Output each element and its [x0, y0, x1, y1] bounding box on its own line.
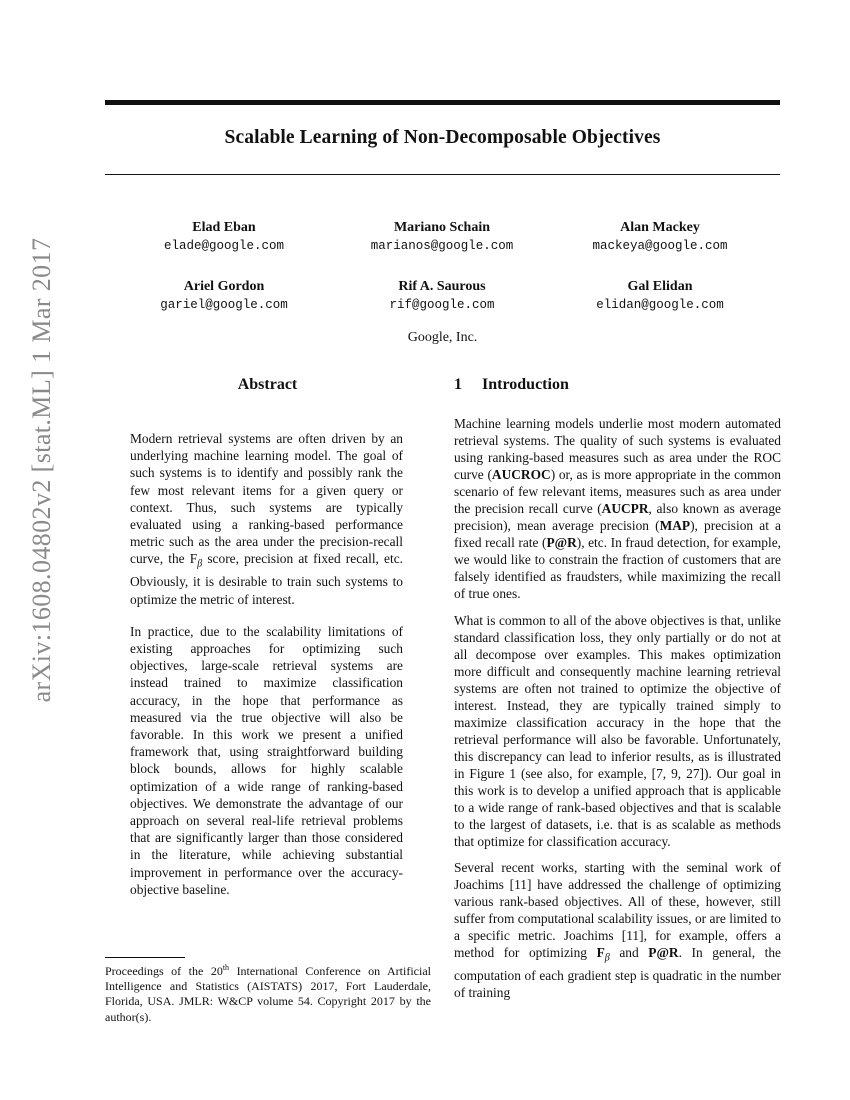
- author-name: Alan Mackey: [620, 220, 700, 235]
- author-block: [540, 219, 780, 255]
- intro-paragraph: What is common to all of the above objectives is that, unlike standard classification loss, they only partially or do not at all decompose over examples. This makes optimization more difficult and consequently machine learning retrieval systems are often not trained to optimize the objective of interest. Instead, they are typically trained simply to maximize classification accuracy in the hope that the retrieval performance will also be favorable. Unfortunately, this discrepancy can lead to inferior results, as is illustrated in Figure 1 (see also, for example, [7, 9, 27]). Our goal in this work is to develop a unified approach that is applicable to a wide range of rank-based objectives and that is scalable to the largest of datasets, i.e. that is as scalable as methods that optimize for classification accuracy.: [454, 612, 781, 850]
- author-email: mackeya@google.com: [592, 239, 728, 253]
- section-title: Introduction: [482, 376, 569, 393]
- paper-title: Scalable Learning of Non-Decomposable Objectives: [224, 127, 661, 148]
- author-name: Gal Elidan: [627, 279, 693, 294]
- intro-paragraph: Several recent works, starting with the seminal work of Joachims [11] have addressed the challenge of optimizing various rank-based objectives. All of these, however, still suffer from computational scalability issues, or are limited to a specific metric. Joachims [11], for example, offers a method for optimizing $F_\beta$ and P@R. In general, the computation of each gradient step is quadratic in the number of training: [454, 860, 782, 1001]
- author-name: Elad Eban: [192, 220, 256, 235]
- author-email: gariel@google.com: [160, 298, 288, 312]
- abstract-body: [130, 430, 403, 913]
- author-block: [104, 219, 344, 255]
- introduction-body: [454, 415, 781, 1010]
- footnote: Proceedings of the 20th International Conference on Artificial Intelligence and Statistics (AISTATS) 2017, Fort Lauderdale, Florida, USA. JMLR: W&CP volume 54. Copyright 2017 by the author(s).: [105, 963, 431, 1024]
- author-name: Rif A. Saurous: [398, 279, 486, 294]
- abstract-heading: Abstract: [237, 376, 298, 393]
- footnote-rule: [105, 957, 185, 958]
- author-block: [540, 278, 780, 314]
- arxiv-id: arXiv:1608.04802v2 [stat.ML] 1 Mar 2017: [27, 237, 56, 703]
- title-bottom-rule: [105, 174, 780, 175]
- author-block: [322, 219, 562, 255]
- author-name: Ariel Gordon: [183, 279, 265, 294]
- section-number: 1: [454, 376, 462, 393]
- abstract-paragraph: In practice, due to the scalability limitations of existing approaches for optimizing such objectives, large-scale retrieval systems are instead trained to maximize classification accuracy, in the hope that performance as measured via the true objective will also be favorable. In this work we present a unified framework that, using straightforward building block bounds, allows for highly scalable optimization of a wide range of ranking-based objectives. We demonstrate the advantage of our approach on several real-life retrieval problems that are significantly larger than those considered in the literature, while achieving substantial improvement in performance over the accuracy-objective baseline.: [130, 623, 403, 897]
- author-name: Mariano Schain: [393, 220, 491, 235]
- author-block: [322, 278, 562, 314]
- section-heading: [454, 376, 784, 394]
- author-email: marianos@google.com: [370, 239, 514, 253]
- author-email: rif@google.com: [389, 298, 495, 312]
- title-top-rule: [105, 100, 780, 105]
- affiliation: Google, Inc.: [407, 330, 478, 345]
- author-email: elade@google.com: [163, 239, 285, 253]
- author-block: [104, 278, 344, 314]
- intro-paragraph: Machine learning models underlie most modern automated retrieval systems. The quality of such systems is evaluated using ranking-based measures such as area under the ROC curve (AUCROC) or, as is more appropriate in the common scenario of few relevant items, measures such as area under the precision recall curve (AUCPR, also known as average precision), mean average precision (MAP), precision at a fixed recall rate (P@R), etc. In fraud detection, for example, we would like to constrain the fraction of customers that are falsely identified as fraudsters, while maximizing the recall of true ones.: [454, 416, 781, 602]
- abstract-paragraph: Modern retrieval systems are often driven by an underlying machine learning model. The goal of such systems is to identify and possibly rank the few most relevant items for a given query or context. Thus, such systems are typically evaluated using a ranking-based performance metric such as the area under the precision-recall curve, the $F_\beta$ score, precision at fixed recall, etc. Obviously, it is desirable to train such systems to optimize the metric of interest.: [130, 431, 403, 607]
- author-email: elidan@google.com: [596, 298, 724, 312]
